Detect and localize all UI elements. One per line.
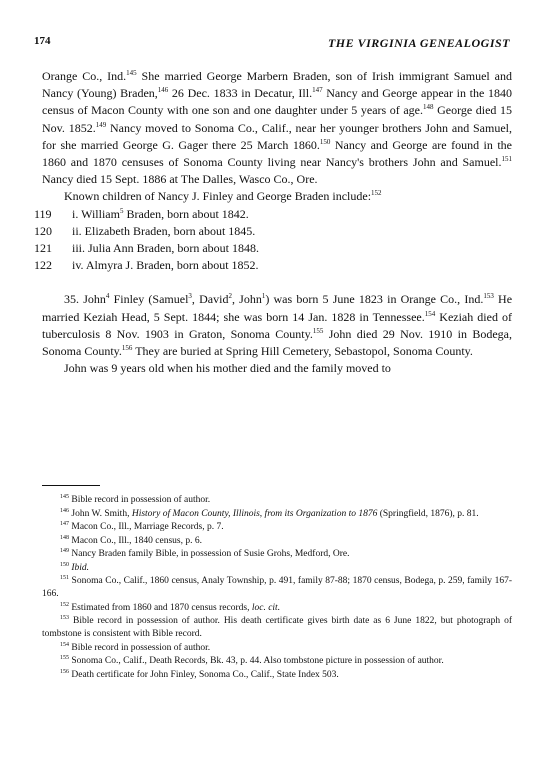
footnote-divider	[42, 485, 100, 486]
footnote-ref[interactable]: 148	[423, 103, 434, 112]
running-header-title: THE VIRGINIA GENEALOGIST	[327, 36, 510, 50]
list-item: 122 iv. Almyra J. Braden, born about 1852.	[34, 258, 259, 273]
footnote-ref[interactable]: 151	[501, 155, 512, 164]
children-list	[34, 206, 512, 275]
footnote: $^{155}$ Sonoma Co., Calif., Death Records, Bk. 43, p. 44. Also tombstone picture in possession of author.	[60, 655, 444, 666]
footnote-ref[interactable]: 154	[424, 309, 436, 318]
paragraph-continued: John was 9 years old when his mother died and the family moved to	[64, 361, 391, 376]
paragraph-nancy: Orange Co., Ind.$^{145}$ She married George Marbern Braden, son of Irish immigrant Samuel and Nancy (Young) Braden,$^{146}$ 26 Dec. 1833 in Decatur, Ill.$^{147}$ Nancy and George appear in the 1840 census of Macon County with one son and one daughter under 5 years of age.$^{148}$ George died 15 Nov. 1852.$^{149}$ Nancy moved to Sonoma Co., Calif., near her younger brothers John and Samuel, for she married George G. Gager there 25 March 1860.$^{150}$ Nancy and George are found in the 1860 and 1870 censuses of Sonoma County living near Nancy's brothers John and Samuel.$^{151}$ Nancy died 15 Sept. 1886 at The Dalles, Wasco Co., Ore.	[42, 69, 513, 187]
footnote-ref[interactable]: 156	[121, 344, 133, 353]
footnote-ref[interactable]: 150	[319, 137, 331, 146]
footnote: $^{147}$ Macon Co., Ill., Marriage Records, p. 7.	[60, 521, 224, 532]
footnote-ref[interactable]: 147	[312, 86, 323, 95]
children-intro: Known children of Nancy J. Finley and George Braden include:$^{152}$	[64, 189, 382, 204]
list-item: 119 i. William$^5$ Braden, born about 1842.	[34, 206, 249, 221]
footnote-ref[interactable]: 153	[483, 292, 494, 301]
paragraph-john: 35. John$^4$ Finley (Samuel$^3$, David$^2$, John$^1$) was born 5 June 1823 in Orange Co., Ind.$^{153}$ He married Keziah Head, 5 Sept. 1844; she was born 14 Jan. 1828 in Tennessee.$^{154}$ Keziah died of tuberculosis 8 Nov. 1903 in Graton, Sonoma County.$^{155}$ John died 29 Nov. 1910 in Bodega, Sonoma County.$^{156}$ They are buried at Spring Hill Cemetery, Sebastopol, Sonoma County.	[42, 292, 513, 359]
footnote: $^{145}$ Bible record in possession of author.	[60, 494, 211, 505]
footnote-ref[interactable]: 152	[371, 189, 382, 198]
main-text	[34, 68, 513, 377]
footnote-ref[interactable]: 146	[157, 86, 169, 95]
footnote: $^{151}$ Sonoma Co., Calif., 1860 census, Analy Township, p. 491, family 87-88; 1870 census, Bodega, p. 259, family 167-166.	[42, 575, 512, 599]
list-item: 120 ii. Elizabeth Braden, born about 1845.	[34, 223, 256, 238]
footnote: $^{156}$ Death certificate for John Finley, Sonoma Co., Calif., State Index 503.	[60, 668, 339, 680]
footnote-ref[interactable]: 155	[312, 326, 324, 335]
page-number: 174	[34, 35, 51, 47]
footnote: $^{153}$ Bible record in possession of author. His death certificate gives birth date as 6 June 1822, but photograph of tombstone is consistent with Bible record.	[42, 615, 512, 639]
footnote-ref[interactable]: 145	[126, 69, 137, 77]
footnote-ref[interactable]: 149	[95, 120, 107, 129]
footnote: $^{146}$ John W. Smith, History of Macon County, Illinois, from its Organization to 1876 (Springfield, 1876), p. 81.	[60, 507, 479, 519]
footnotes	[42, 494, 512, 682]
list-item: 121 iii. Julia Ann Braden, born about 1848.	[34, 241, 259, 256]
footnote: $^{154}$ Bible record in possession of author.	[60, 641, 211, 653]
footnote: $^{150}$ Ibid.	[60, 561, 90, 573]
footnote: $^{148}$ Macon Co., Ill., 1840 census, p. 6.	[60, 534, 202, 546]
footnote: $^{149}$ Nancy Braden family Bible, in possession of Susie Grohs, Medford, Ore.	[60, 548, 350, 559]
footnote: $^{152}$ Estimated from 1860 and 1870 census records, loc. cit.	[60, 601, 281, 613]
